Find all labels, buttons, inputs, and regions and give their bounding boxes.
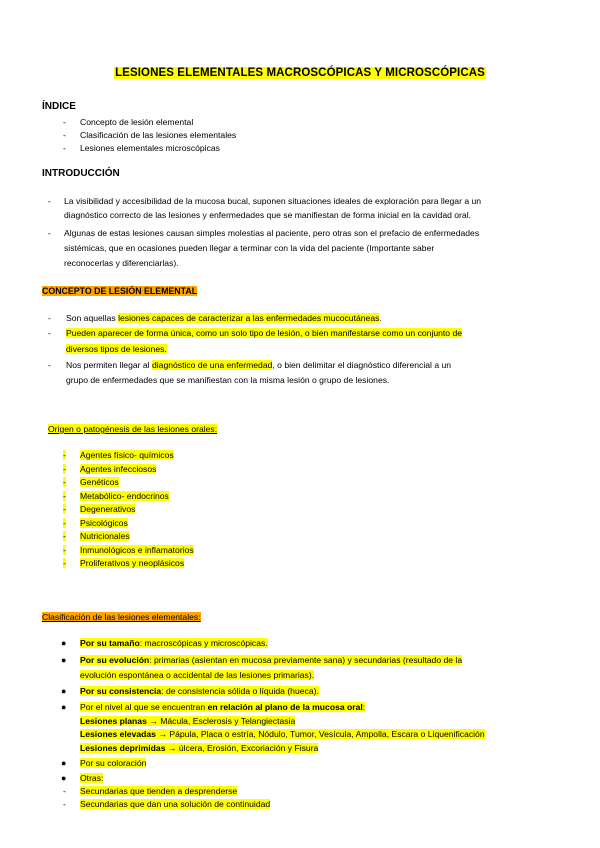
bullet-icon: ● bbox=[61, 655, 67, 665]
clasificacion-item: Otras: bbox=[80, 773, 104, 783]
concepto-item-line: grupo de enfermedades que se manifiestan con la misma lesión o grupo de lesiones. bbox=[66, 375, 390, 385]
origen-item: Agentes físico- químicos bbox=[80, 450, 174, 460]
document-title: LESIONES ELEMENTALES MACROSCÓPICAS Y MICROSCÓPICAS bbox=[115, 67, 485, 79]
clasificacion-item-line: evolución espontánea o accidental de las lesiones primarias). bbox=[80, 670, 315, 680]
intro-paragraph-line: diagnóstico correcto de las lesiones y enfermedades que se manifiestan de forma inicial en la cavidad oral. bbox=[64, 210, 471, 220]
bullet-icon: ● bbox=[61, 773, 67, 783]
clasificacion-subitem: Secundarias que tienden a desprenderse bbox=[80, 786, 238, 796]
dash-icon: - bbox=[63, 558, 66, 568]
origen-item: Nutricionales bbox=[80, 531, 130, 541]
origen-item: Degenerativos bbox=[80, 504, 136, 514]
origen-heading: Origen o patogénesis de las lesiones orales: bbox=[48, 424, 218, 434]
intro-paragraph-line: La visibilidad y accesibilidad de la mucosa bucal, suponen situaciones ideales de exploración para llegar a un bbox=[64, 196, 482, 206]
dash-icon: - bbox=[63, 117, 66, 127]
dash-icon: - bbox=[63, 463, 66, 474]
dash-icon: - bbox=[48, 360, 51, 370]
dash-icon: - bbox=[63, 130, 66, 140]
intro-paragraph-line: reconocerlas y diferenciarlas). bbox=[64, 258, 179, 268]
concepto-heading: CONCEPTO DE LESIÓN ELEMENTAL bbox=[42, 286, 198, 296]
dash-icon: - bbox=[63, 143, 66, 153]
dash-icon: - bbox=[63, 517, 66, 528]
origen-item: Agentes infecciosos bbox=[80, 463, 157, 474]
bullet-icon: ● bbox=[61, 638, 67, 648]
dash-icon: - bbox=[48, 228, 51, 238]
origen-item: Metabólico- endocrinos bbox=[80, 490, 169, 501]
dash-icon: - bbox=[63, 490, 66, 501]
intro-paragraph-line: sistémicas, que en ocasiones pueden llegar a terminar con la vida del paciente (Importante saber bbox=[64, 243, 435, 253]
bullet-icon: ● bbox=[61, 686, 67, 696]
intro-paragraph-line: Algunas de estas lesiones causan simples molestias al paciente, pero otras son el prefacio de enfermedades bbox=[64, 228, 480, 238]
bullet-icon: ● bbox=[61, 758, 67, 768]
concepto-item: Pueden aparecer de forma única, como un solo tipo de lesión, o bien manifestarse como un conjunto de bbox=[66, 328, 463, 338]
subitem-elevadas: Lesiones elevadas → Pápula, Placa o estría, Nódulo, Tumor, Vesícula, Ampolla, Escara o Liquenificación bbox=[80, 729, 485, 739]
clasificacion-item: Por su consistencia: de consistencia sólida o líquida (hueca). bbox=[80, 686, 319, 696]
indice-item: Clasificación de las lesiones elementales bbox=[80, 130, 237, 140]
clasificacion-item: Por su evolución: primarias (asientan en mucosa previamente sana) y secundarias (resultado de la bbox=[80, 655, 463, 665]
dash-icon: - bbox=[63, 531, 66, 541]
dash-icon: - bbox=[63, 544, 66, 555]
subitem-deprimidas: Lesiones deprimidas → úlcera, Erosión, Excoriación y Fisura bbox=[80, 743, 319, 753]
concepto-item-line: diversos tipos de lesiones. bbox=[66, 344, 167, 354]
dash-icon: - bbox=[63, 477, 66, 487]
dash-icon: - bbox=[48, 313, 51, 323]
dash-icon: - bbox=[63, 450, 66, 460]
clasificacion-heading: Clasificación de las lesiones elementales: bbox=[42, 612, 201, 622]
clasificacion-item: Por su tamaño: macroscópicas y microscópicas. bbox=[80, 638, 268, 648]
origen-item: Inmunológicos e inflamatorios bbox=[80, 544, 194, 555]
dash-icon: - bbox=[48, 328, 51, 338]
subitem-planas: Lesiones planas → Mácula, Esclerosis y Telangiectasia bbox=[80, 716, 296, 726]
clasificacion-subitem: Secundarias que dan una solución de continuidad bbox=[80, 799, 271, 809]
indice-item: Lesiones elementales microscópicas bbox=[80, 143, 220, 153]
dash-icon: - bbox=[48, 196, 51, 206]
introduccion-heading: INTRODUCCIÓN bbox=[42, 168, 120, 179]
clasificacion-item: Por su coloración bbox=[80, 758, 147, 768]
clasificacion-item: Por el nivel al que se encuentran en relación al plano de la mucosa oral: bbox=[80, 702, 366, 712]
indice-item: Concepto de lesión elemental bbox=[80, 117, 194, 127]
dash-icon: - bbox=[63, 786, 66, 796]
origen-item: Psicológicos bbox=[80, 517, 128, 528]
concepto-item: Son aquellas lesiones capaces de caracterizar a las enfermedades mucocutáneas. bbox=[66, 313, 382, 323]
dash-icon: - bbox=[63, 504, 66, 514]
bullet-icon: ● bbox=[61, 702, 67, 712]
origen-item: Genéticos bbox=[80, 477, 119, 487]
origen-item: Proliferativos y neoplásicos bbox=[80, 558, 185, 568]
concepto-item: Nos permiten llegar al diagnóstico de una enfermedad, o bien delimitar el diagnóstico diferencial a un bbox=[66, 360, 452, 370]
dash-icon: - bbox=[63, 799, 66, 809]
indice-heading: ÍNDICE bbox=[42, 101, 76, 112]
